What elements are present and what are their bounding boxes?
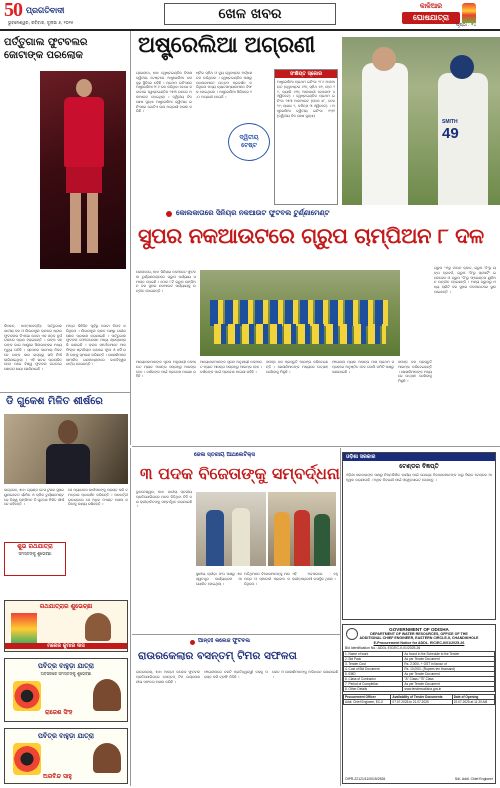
ad3-name: ରାଜେଶ ସିଂହ	[45, 709, 73, 716]
cricket-photo	[342, 37, 500, 205]
smith-figure	[362, 63, 408, 205]
logo	[4, 0, 65, 21]
gukesh-head	[58, 420, 78, 444]
scorecard-box	[274, 69, 338, 205]
tender-field-label: 4. Cost of Bid Document	[344, 667, 403, 672]
football-body-right: ଗ୍ରୁପ 'ଏ'ରୁ ଟାଉନ କ୍ଲବ, ଗ୍ରୁପ 'ବି'ରୁ ୟଙ୍ଗ ବ୍ରଦର୍ସ, ଗ୍ରୁପ 'ସି'ରୁ ସ୍ପୋର୍ଟିଂ ଇଲେଭେନ ଓ ଗ୍ରୁପ 'ଡି'ରୁ ଫ୍ରେଣ୍ଡସ ୟୁନିଅନ ଉନ୍ନୀତ ହୋଇଛନ୍ତି । ଅନ୍ୟ ଗ୍ରୁପରୁ ମଧ୍ୟ ଚାରିଟି ଦଳ ସୁପର ନକଆଉଟରେ ସ୍ଥାନ ପାଇଛନ୍ତି ।	[434, 266, 496, 294]
notice-body: ଓଡ଼ିଶା ସରକାରଙ୍କ ପକ୍ଷରୁ ନିମ୍ନଲିଖିତ କାର୍ଯ୍ୟ ପାଇଁ ଯୋଗ୍ୟ ଠିକାଦାରମାନଙ୍କ ଠାରୁ ସିଲ୍ଡ ଟେଣ୍ଡର ଆହ୍ୱାନ କରାଯାଉଛି । ଅଧିକ ବିବରଣୀ ପାଇଁ ଓ୍ୱେବସାଇଟ ଦେଖନ୍ତୁ ।	[346, 473, 492, 482]
medal-person-5	[314, 514, 330, 566]
logo-number: 50	[4, 0, 22, 21]
masthead	[0, 0, 500, 28]
tender-field-label: 2. Bid Pack	[344, 657, 403, 662]
section-title-banner	[164, 3, 336, 25]
section-title: ଖେଳ ଖବର	[218, 6, 282, 22]
ad-ratha-1	[4, 542, 66, 576]
tender-field-label: 8. Other Details	[344, 687, 403, 692]
govt-notice	[342, 452, 496, 620]
team-photo	[200, 270, 400, 356]
ad-ratha-2	[4, 600, 128, 652]
chariot-icon	[462, 3, 476, 23]
second-test-badge	[228, 123, 270, 161]
football-body-col4: ଫାଇନାଲ ମ୍ୟାଚ ଆସନ୍ତା ମାସ ପ୍ରଥମ ସପ୍ତାହରେ ଅନୁଷ୍ଠିତ ହେବ ବୋଲି କମିଟି ପକ୍ଷରୁ ଜଣାଯାଇଛି ।	[332, 360, 394, 374]
player-jersey	[64, 97, 104, 167]
page-number: ପୃଷ୍ଠା : ୧୪	[456, 23, 477, 28]
tender-footer-left: OIPR-22121/11/0015/2526	[345, 777, 386, 781]
notice-header: ଓଡ଼ିଶା ସରକାର	[346, 454, 376, 460]
tender-notice	[342, 624, 496, 784]
notice-title: ଟେଣ୍ଡର ବିଜ୍ଞପ୍ତି	[399, 463, 439, 470]
portugal-body-col1: ଲିସବନ, ୫ା୭(ଏଜେନ୍ସି): ପର୍ତ୍ତୁଗାଲ ଜାତୀୟ ଦଳ ଓ ଲିଭରପୁଲ କ୍ଲବର ଷ୍ଟାର ଫୁଟବଲର ଡିଏଗୋ ଜୋଟା ଏକ ସଡ଼କ ଦୁର୍ଘଟଣାରେ ପ୍ରାଣ ହରାଇଛନ୍ତି । ତାଙ୍କ ସହ ତାଙ୍କ ଭାଇ ଆଣ୍ଡ୍ରେ ସିଲଭାଙ୍କର ମଧ୍ୟ ମୃତ୍ୟୁ ଘଟିଛି । ସ୍ପେନର ଜାମୋରା ନିକଟରେ ତାଙ୍କ କାର ରାସ୍ତାରୁ ଖସି ନିଆଁ ଲାଗିଯାଇଥିଲା । ଏହି ଖବର ପ୍ରଚାରିତ ହେବା ପରେ ବିଶ୍ୱ ଫୁଟବଲ ଜଗତରେ ଶୋକର ଛାୟା ଖେଳିଯାଇଛି ।	[4, 324, 62, 372]
tender-field-label: 1. Name of work	[344, 652, 403, 657]
paper-name: ପ୍ରଗତିବାଦୀ	[26, 6, 65, 15]
scorecard-title: ସଂକ୍ଷିପ୍ତ ସ୍କୋର	[275, 70, 337, 78]
tender-field-value: As found in the Schedule to the Tender	[403, 652, 495, 657]
tender-field-value: "A" Class / "B" Class	[403, 677, 495, 682]
ad4-deity-icon	[13, 743, 41, 775]
smith-head	[372, 47, 396, 71]
player-legs	[70, 193, 98, 253]
raurkela-body-col3: କୋଚ ଓ ଖେଳାଳିମାନଙ୍କୁ ଅଭିନନ୍ଦନ ଜଣାଯାଇଛି ।	[272, 670, 338, 679]
gukesh-headline: ଡି ଗୁକେଶ ମିଳିତ ଶୀର୍ଷରେ	[6, 396, 103, 407]
tender-footer-right: Sd/- Addl. Chief Engineer	[454, 777, 493, 781]
tender-gov: GOVERNMENT OF ODISHA	[389, 627, 449, 632]
schedule-cell: 22.07.2025 at 11.30 AM	[452, 700, 494, 705]
ad2-title: ରଥଯାତ୍ରାର ଶୁଭେଚ୍ଛା	[39, 603, 93, 610]
football-headline: ସୁପର ନକଆଉଟରେ ଗ୍ରୁପ ଚାମ୍ପିଅନ ୮ ଦଳ	[138, 224, 484, 248]
medal-headline: ୩ ପଦକ ବିଜେତାଙ୍କୁ ସମ୍ବର୍ଦ୍ଧନା	[140, 464, 340, 483]
ad-bahuda-2	[4, 728, 128, 784]
raurkela-strip-bullet-icon	[190, 640, 195, 645]
tender-office: ADDITIONAL CHIEF ENGINEER, EASTERN CIRCLE-II, CHANDIKHOLE	[359, 636, 479, 640]
jersey-number: 49	[442, 125, 459, 142]
ad4-title: ପବିତ୍ର ବାହୁଡ଼ା ଯାତ୍ରା	[38, 732, 94, 740]
notice-header-band	[343, 453, 495, 461]
medal-body-col3: ଅତିଥିମାନେ ବିଜେତାମାନଙ୍କୁ ମାନପତ୍ର ଓ ସ୍ମାରକୀ ପ୍ରଦାନ କରିଥିଲେ ।	[244, 572, 290, 586]
medal-body-col2: ସ୍ଥାନୀୟ କ୍ରୀଡ଼ା ସଂଘ ପକ୍ଷରୁ ଏକ ସ୍ୱତନ୍ତ୍ର କାର୍ଯ୍ୟକ୍ରମ ଆୟୋଜିତ ହୋଇଥିଲା ।	[196, 572, 242, 586]
schedule-header-row	[344, 695, 495, 700]
ad2-chariot-icon	[11, 613, 37, 645]
team-front-row	[214, 324, 386, 344]
football-body-col2: ଆୟୋଜକମାନଙ୍କ ସୂଚନା ଅନୁଯାୟୀ ନକଆଉଟ ମ୍ୟାଚ ଆସନ୍ତା ସପ୍ତାହରୁ ଆରମ୍ଭ ହେବ । ଦର୍ଶକଙ୍କ ପାଇଁ ପ୍ରବେଶ ମାଗଣା ରହିଛି ।	[200, 360, 262, 374]
kolkata-strip	[132, 208, 500, 220]
scorecard-body: ଅଷ୍ଟ୍ରେଲିଆ ପ୍ରଥମ ଇନିଂସ: ୨୮୬ ଅଲଆଉଟ (ୱେବଷ୍ଟର ୬୩, ସ୍ମିଥ ୭୧, ହେଡ ୨୯, କ୍ୟାରି ୬୩; ଆଲଜାରୀ ଜୋସେଫ ୪ ଓ୍ୱିକେଟ) । ୱେଷ୍ଟଇଣ୍ଡିଜ ପ୍ରଥମ ଇନିଂସ: ୨୫୩ ଅଲଆଉଟ (ହୋପ ୪୮, ଚେଜ ୨୯; ଲାୟନ ୨, କମିନ୍ସ ୩ ଓ୍ୱିକେଟ) । ଅଷ୍ଟ୍ରେଲିଆ ଦ୍ୱିତୀୟ ଇନିଂସ: ୧୨/୧ (ଦ୍ୱିତୀୟ ଦିନ ଶେଷ ସୁଦ୍ଧା)	[277, 80, 335, 118]
schedule-head-cell: Procurement Officer	[344, 695, 391, 700]
tender-table	[343, 651, 495, 692]
tender-field-label: 3. Tender Cost	[344, 662, 403, 667]
portugal-headline-line2: ଜୋଟାଙ୍କ ପରଲୋକ	[4, 50, 83, 61]
ad3-sub: ଅବସରରେ ସମସ୍ତଙ୍କୁ ଶୁଭେଚ୍ଛା	[40, 671, 92, 676]
raurkela-strip-text: ଆନ୍ତଃ କଲେଜ ଫୁଟବଲ	[198, 638, 251, 644]
raurkela-body-col2: ଫାଇନାଲରେ ଦଳଟି ପ୍ରତିଦ୍ୱନ୍ଦ୍ୱୀ ଦଳକୁ ପରାସ୍ତ କରି ଟ୍ରଫି ଜିତିଛି ।	[204, 670, 268, 679]
player-shorts	[66, 167, 102, 193]
medal-strip-text: ଜେଳା ସ୍ତରୀୟ ଆଥଲେଟିକ୍ସ	[194, 452, 255, 458]
raurkela-headline: ରାଉରକେଲାର ବସନ୍ତମ୍ ଟିମର ସଫଳତା	[138, 650, 297, 662]
medal-body-col1: ଭୁବନେଶ୍ୱର, ୫ା୭: ଜାତୀୟ ସ୍ତରୀୟ ପ୍ରତିଯୋଗିତାରେ ପଦକ ଜିତିଥିବା ତିନି ଜଣ କ୍ରୀଡ଼ାବିତଙ୍କୁ ସମ୍ବର୍ଦ୍ଧିତ କରାଯାଇଛି ।	[136, 490, 192, 509]
kolkata-strip-text: କୋଲକାତାରେ ସିନିୟର ନକଆଉଟ ଫୁଟବଲ ଟୁର୍ଣ୍ଣାମେଣ୍ଟ	[176, 209, 330, 217]
football-body-col1: କୋଲକାତା, ୫ା୭: ସିନିୟର ନକଆଉଟ ଫୁଟବଲ ଟୁର୍ଣ୍ଣାମେଣ୍ଟରେ ଗ୍ରୁପ ପର୍ଯ୍ୟାୟ ସମାପ୍ତ ହୋଇଛି । ମୋଟ ୮ଟି ଗ୍ରୁପ ଚାମ୍ପିଅନ ଦଳ ସୁପର ନକଆଉଟ ପର୍ଯ୍ୟାୟକୁ ଉନ୍ନୀତ ହୋଇଛନ୍ତି ।	[136, 270, 196, 294]
player-head	[76, 79, 92, 97]
schedule-head-cell: Date of Opening	[452, 695, 494, 700]
ad3-deity-icon	[13, 681, 41, 711]
medal-person-1	[206, 510, 224, 566]
medal-person-2	[232, 508, 250, 566]
gukesh-body-col2: ସେ ମ୍ୟାଗନସ କାର୍ଲସନଙ୍କୁ ପରାସ୍ତ କରି ଚମତ୍କାର ପ୍ରଦର୍ଶନ କରିଛନ୍ତି । ପରବର୍ତ୍ତୀ ରାଉଣ୍ଡରେ ସେ ଅଧିକ ପଏଣ୍ଟ ହାସଲ କରିବାକୁ ଲକ୍ଷ୍ୟ ରଖିଛନ୍ତି ।	[68, 488, 128, 507]
football-body-col3: ସମସ୍ତ ଦଳ ପ୍ରସ୍ତୁତି ଆରମ୍ଭ କରିଦେଇଛନ୍ତି । ଖେଳାଳିମାନଙ୍କ ମଧ୍ୟରେ ଉତ୍ସାହ ଦେଖିବାକୁ ମିଳୁଛି ।	[266, 360, 328, 374]
ad2-avatar	[85, 613, 111, 641]
football-body-extra2: ସମସ୍ତ ଦଳ ପ୍ରସ୍ତୁତି ଆରମ୍ଭ କରିଦେଇଛନ୍ତି । ଖେଳାଳିମାନଙ୍କ ମଧ୍ୟରେ ଉତ୍ସାହ ଦେଖିବାକୁ ମିଳୁଛି ।	[398, 360, 432, 384]
medal-body-col4: ଏହି ଅବସରରେ ବହୁ କ୍ରୀଡ଼ାପ୍ରେମୀ ଉପସ୍ଥିତ ଥିଲେ ।	[292, 572, 338, 581]
tender-footer	[345, 777, 493, 781]
medal-strip	[134, 452, 338, 462]
schedule-cell: 07.07.2025 to 21.07.2025	[391, 700, 452, 705]
strip-bullet-icon	[166, 211, 172, 217]
raurkela-strip	[134, 638, 338, 648]
football-body-extra: ଆୟୋଜକମାନଙ୍କ ସୂଚନା ଅନୁଯାୟୀ ନକଆଉଟ ମ୍ୟାଚ ଆସନ୍ତା ସପ୍ତାହରୁ ଆରମ୍ଭ ହେବ । ଦର୍ଶକଙ୍କ ପାଇଁ ପ୍ରବେଶ ମାଗଣା ରହିଛି ।	[136, 360, 196, 379]
tender-field-label: 7. Period of Completion	[344, 682, 403, 687]
tender-title: E-Procurement Notice for ADDL. EIC/EC-II/01/2025-26	[373, 641, 465, 645]
schedule-cell: Addl. Chief Engineer, EC-II	[344, 700, 391, 705]
promo-line2: ଘୋଷଯାତ୍ରା	[402, 12, 460, 24]
tender-field-value: As per Tender Document	[403, 657, 495, 662]
tender-field-label: 5. EMD	[344, 672, 403, 677]
promo-box	[402, 2, 460, 28]
tender-bid-no: Bid Identification No.: ADDL EIC/EC-II-01/2025-26	[345, 646, 421, 650]
tender-emblem-icon	[346, 628, 358, 640]
ad3-title: ପବିତ୍ର ବାହୁଡ଼ା ଯାତ୍ରା	[38, 662, 94, 670]
australia-headline: ଅଷ୍ଟ୍ରେଲିଆ ଅଗ୍ରଣୀ	[138, 33, 315, 58]
medal-person-4	[294, 510, 310, 566]
ad2-name: ମନୋଜ କୁମାର ଦାସ	[5, 643, 127, 649]
tender-schedule-table	[343, 694, 495, 705]
story-portugal	[0, 31, 128, 268]
gukesh-body-col1: ଜାଗ୍ରେବ, ୫ା୭: ଗ୍ରାଣ୍ଡ ଚେସ ଟୁରର ସୁପରୟୁନାଇଟେଡ ର୍ୟାପିଡ ଓ ବ୍ଲିଜ ଟୁର୍ଣ୍ଣାମେଣ୍ଟରେ ବିଶ୍ୱ ଚାମ୍ପିଅନ ଡି ଗୁକେଶ ମିଳିତ ଶୀର୍ଷରେ ରହିଛନ୍ତି ।	[4, 488, 64, 507]
ad1-line1: ଶୁଭ ରଥଯାତ୍ରା	[17, 543, 53, 550]
ad4-avatar	[93, 743, 121, 773]
badge-line1: ଦ୍ୱିତୀୟ	[239, 134, 259, 141]
ad-bahuda-1	[4, 658, 128, 722]
gukesh-photo	[4, 414, 128, 484]
medal-person-3	[274, 512, 290, 566]
australia-body-col2: ଷ୍ଟିଭ ସ୍ମିଥ ଓ ବ୍ୟୁ ୱେବଷ୍ଟର ଅର୍ଦ୍ଧଶତକ କରିଥିଲେ । ୱେଷ୍ଟଇଣ୍ଡିଜ ପକ୍ଷରୁ ବୋଲରମାନେ ଉତ୍ତମ ପ୍ରଦର୍ଶନ କରିଥିଲେ ମଧ୍ୟ ବ୍ୟାଟସମ୍ୟାନମାନେ ବିଫଳ ହୋଇଥିଲେ । ଅଷ୍ଟ୍ରେଲିଆ ସିରିଜରେ ୧-୦ ଅଗ୍ରଣୀ ନେଇଛି ।	[196, 71, 252, 99]
tender-row	[344, 687, 495, 692]
badge-line2: ଟେଷ୍ଟ	[241, 142, 257, 149]
portugal-headline	[4, 37, 124, 61]
dateline: ଭୁବନେଶ୍ୱର, ରବିବାର, ଜୁଲାଇ ୬, ୨୦୨୫	[8, 20, 74, 25]
australia-body-col1: ଗ୍ରେନାଡା, ୫ା୭: ୱେଷ୍ଟଇଣ୍ଡିଜ ବିପକ୍ଷ ଦ୍ୱିତୀୟ ଟେଷ୍ଟରେ ଅଷ୍ଟ୍ରେଲିଆ ଦଳ ଦୃଢ଼ ସ୍ଥିତିରେ ରହିଛି । ପ୍ରଥମ ଇନିଂସରେ ଅଷ୍ଟ୍ରେଲିଆ ୨୮୬ ରନ କରିଥିବା ବେଳେ ଜବାବରେ ୱେଷ୍ଟଇଣ୍ଡିଜ ୨୫୩ ରନରେ ଅଲଆଉଟ ହୋଇଥିଲା । ଦ୍ୱିତୀୟ ଦିନ ଶେଷ ସୁଦ୍ଧା ଅଷ୍ଟ୍ରେଲିଆ ଦ୍ୱିତୀୟ ଇନିଂସରେ ଗୋଟିଏ ଭଲ ଅଗ୍ରଣୀ ହାସଲ କରିଛି ।	[136, 71, 192, 114]
tender-field-value: Rs. 10,000/- (Rupees ten thousand)	[403, 667, 495, 672]
tender-dept: DEPARTMENT OF WATER RESOURCES, OFFICE OF THE	[370, 632, 468, 636]
player-photo	[40, 71, 126, 269]
schedule-row	[344, 700, 495, 705]
medal-photo-1	[196, 492, 266, 566]
schedule-head-cell: Availability of Tender Documents	[391, 695, 452, 700]
portugal-body-col2: ମାତ୍ର କିଛିଦିନ ପୂର୍ବରୁ ଜୋଟା ବିବାହ କରିଥିଲେ । ଲିଭରପୁଲ କ୍ଲବ ପକ୍ଷରୁ ଗଭୀର ଶୋକ ପ୍ରକାଶ କରାଯାଇଛି । ପର୍ତ୍ତୁଗାଲ ଫୁଟବଲ ଫେଡେରେସନ ମଧ୍ୟ ଶ୍ରଦ୍ଧାଞ୍ଜଳି ଜଣାଇଛି । କ୍ଲବ ସମର୍ଥକମାନେ ଆନଫିଲ୍ଡ ଷ୍ଟାଡିୟମ ବାହାରେ ଫୁଲ ଓ ଜର୍ସି ରଖି ତାଙ୍କୁ ସ୍ମରଣ କରିଛନ୍ତି । ଖେଳାଳିମାନେ ସାମାଜିକ ଗଣମାଧ୍ୟମରେ ଭାବବିହ୍ୱଳ ବାର୍ତ୍ତା ଦେଇଛନ୍ତି ।	[66, 324, 126, 367]
tender-field-label: 6. Class of Contractor	[344, 677, 403, 682]
tender-field-value: www.tendersodisha.gov.in	[403, 687, 495, 692]
raurkela-body-col1: ରାଉରକେଲା, ୫ା୭: ଆନ୍ତଃ କଲେଜ ଫୁଟବଲ ପ୍ରତିଯୋଗିତାରେ ବସନ୍ତମ୍ ଟିମ ଉଲ୍ଲେଖନୀୟ ସଫଳତା ହାସଲ କରିଛି ।	[136, 670, 200, 684]
tender-field-value: Rs. 2,000/- + GST in favour of	[403, 662, 495, 667]
medal-photo-2	[268, 492, 336, 566]
tender-field-value: As per Tender Document	[403, 682, 495, 687]
ad1-line2: ସମସ୍ତଙ୍କୁ ଶୁଭେଚ୍ଛା	[18, 551, 52, 556]
team-back-row	[210, 300, 390, 326]
ad4-name: ଅରବିନ୍ଦ ସାହୁ	[43, 773, 72, 780]
gukesh-body	[46, 444, 90, 484]
ad3-avatar	[93, 679, 121, 711]
smith-name: SMITH	[442, 119, 458, 125]
portugal-headline-line1: ପର୍ତ୍ତୁଗାଲ ଫୁଟବଲର	[4, 37, 88, 48]
tender-field-value: As per Tender Document	[403, 672, 495, 677]
teammate-head	[450, 55, 474, 79]
promo-line1: କାଳିଆର	[419, 2, 443, 10]
